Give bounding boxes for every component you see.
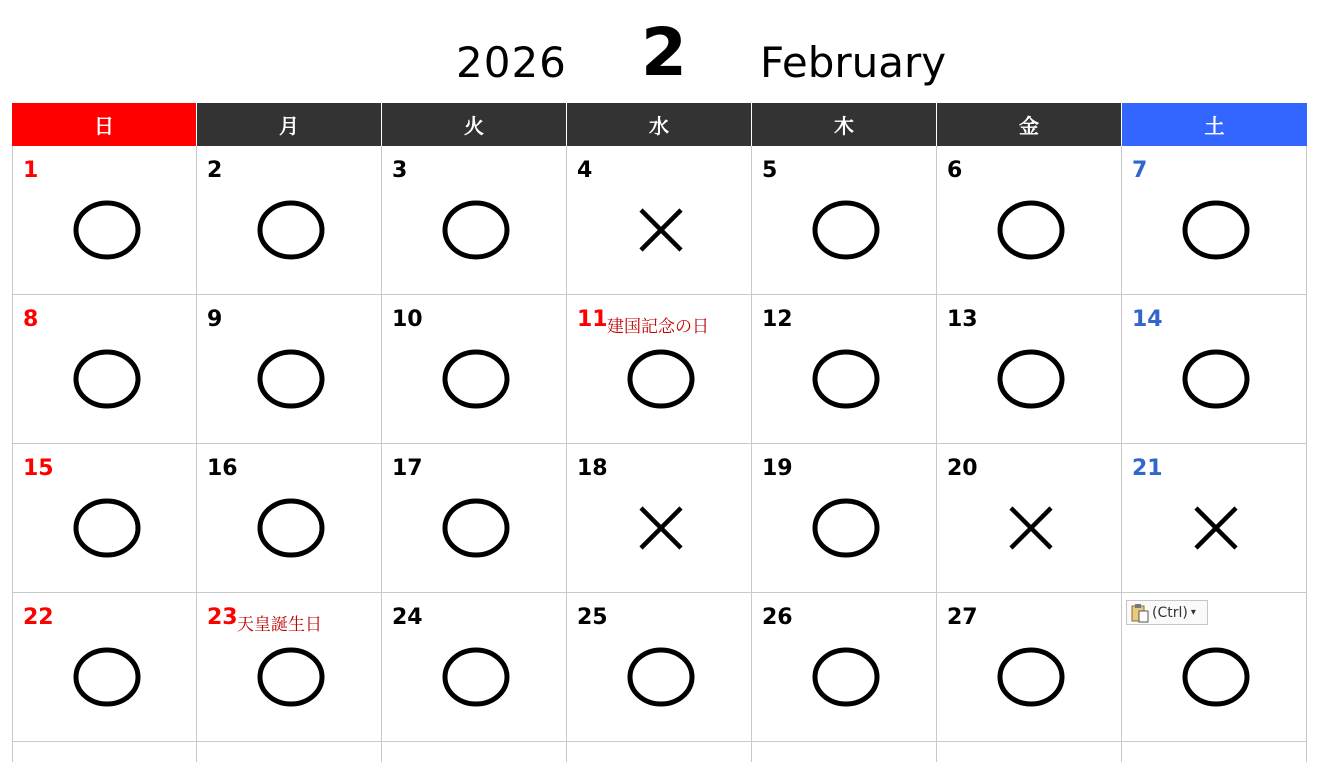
day-number: 17: [392, 456, 423, 481]
day-cell[interactable]: [382, 593, 567, 742]
day-number: 26: [762, 605, 793, 630]
day-number: 12: [762, 307, 793, 332]
paste-options-button[interactable]: [1126, 600, 1208, 625]
cross-mark-icon: [996, 495, 1066, 561]
day-number: 9: [207, 307, 223, 332]
week-row: [12, 593, 1308, 742]
clipboard-icon: [1129, 603, 1151, 623]
day-number: 11: [577, 307, 608, 332]
partial-cell[interactable]: [12, 742, 197, 762]
weekday-header[interactable]: 木: [752, 103, 937, 146]
day-cell[interactable]: [1122, 295, 1307, 444]
circle-mark-icon: [256, 197, 326, 263]
week-rows: [12, 146, 1308, 742]
circle-mark-icon: [441, 346, 511, 412]
cross-mark-icon: [1181, 495, 1251, 561]
circle-mark-icon: [256, 346, 326, 412]
day-cell[interactable]: [1122, 593, 1307, 742]
day-number: 20: [947, 456, 978, 481]
day-cell[interactable]: [567, 146, 752, 295]
circle-mark-icon: [811, 197, 881, 263]
year-label: 2026: [456, 38, 567, 87]
partial-cell[interactable]: [937, 742, 1122, 762]
day-number: 15: [23, 456, 54, 481]
day-cell[interactable]: [567, 444, 752, 593]
day-cell[interactable]: [752, 295, 937, 444]
day-number: 18: [577, 456, 608, 481]
day-number: 8: [23, 307, 39, 332]
day-cell[interactable]: [197, 146, 382, 295]
day-number: 4: [577, 158, 593, 183]
day-cell[interactable]: [12, 295, 197, 444]
weekday-header[interactable]: 土: [1122, 103, 1307, 146]
weekday-header[interactable]: 日: [12, 103, 197, 146]
calendar-title: [0, 0, 1317, 103]
circle-mark-icon: [996, 197, 1066, 263]
cross-mark-icon: [626, 495, 696, 561]
day-cell[interactable]: [752, 146, 937, 295]
circle-mark-icon: [256, 495, 326, 561]
partial-cell[interactable]: [752, 742, 937, 762]
circle-mark-icon: [626, 346, 696, 412]
day-number: 14: [1132, 307, 1163, 332]
day-cell[interactable]: [1122, 146, 1307, 295]
day-number: 7: [1132, 158, 1148, 183]
weekday-header[interactable]: 金: [937, 103, 1122, 146]
day-cell[interactable]: [197, 295, 382, 444]
holiday-label: 天皇誕生日: [237, 615, 322, 635]
calendar-grid: [12, 103, 1308, 763]
day-cell[interactable]: [12, 593, 197, 742]
circle-mark-icon: [811, 644, 881, 710]
circle-mark-icon: [626, 644, 696, 710]
day-cell[interactable]: [937, 295, 1122, 444]
day-number: 21: [1132, 456, 1163, 481]
weekday-header-row: [12, 103, 1308, 146]
circle-mark-icon: [441, 495, 511, 561]
day-cell[interactable]: [197, 444, 382, 593]
day-number: 22: [23, 605, 54, 630]
partial-cell[interactable]: [1122, 742, 1307, 762]
day-number: 5: [762, 158, 778, 183]
day-number: 10: [392, 307, 423, 332]
day-cell[interactable]: [937, 593, 1122, 742]
day-number: 25: [577, 605, 608, 630]
week-row: [12, 444, 1308, 593]
week-row: [12, 295, 1308, 444]
circle-mark-icon: [72, 197, 142, 263]
partial-cell[interactable]: [567, 742, 752, 762]
day-cell[interactable]: [937, 146, 1122, 295]
weekday-header[interactable]: 月: [197, 103, 382, 146]
day-cell[interactable]: [382, 295, 567, 444]
day-cell[interactable]: [12, 444, 197, 593]
partial-cell[interactable]: [382, 742, 567, 762]
day-cell[interactable]: [1122, 444, 1307, 593]
day-number: 2: [207, 158, 223, 183]
day-cell[interactable]: [382, 146, 567, 295]
day-cell[interactable]: [197, 593, 382, 742]
day-number: 6: [947, 158, 963, 183]
day-number: 23: [207, 605, 238, 630]
day-number: 19: [762, 456, 793, 481]
circle-mark-icon: [811, 495, 881, 561]
day-number: 27: [947, 605, 978, 630]
partial-cell[interactable]: [197, 742, 382, 762]
day-number: 16: [207, 456, 238, 481]
circle-mark-icon: [72, 346, 142, 412]
circle-mark-icon: [1181, 197, 1251, 263]
weekday-header[interactable]: 水: [567, 103, 752, 146]
next-week-partial-row: [12, 742, 1308, 762]
day-cell[interactable]: [567, 295, 752, 444]
day-cell[interactable]: [752, 593, 937, 742]
circle-mark-icon: [72, 644, 142, 710]
dropdown-arrow-icon[interactable]: ▾: [1190, 607, 1196, 618]
day-number: 3: [392, 158, 408, 183]
circle-mark-icon: [1181, 644, 1251, 710]
day-number: 1: [23, 158, 39, 183]
circle-mark-icon: [1181, 346, 1251, 412]
day-cell[interactable]: [12, 146, 197, 295]
circle-mark-icon: [996, 346, 1066, 412]
month-number: 2: [641, 14, 687, 91]
day-cell[interactable]: [567, 593, 752, 742]
holiday-label: 建国記念の日: [607, 317, 709, 337]
week-row: [12, 146, 1308, 295]
paste-options-label: (Ctrl): [1152, 604, 1188, 621]
day-number: 24: [392, 605, 423, 630]
day-cell[interactable]: [752, 444, 937, 593]
day-cell[interactable]: [937, 444, 1122, 593]
circle-mark-icon: [811, 346, 881, 412]
weekday-header[interactable]: 火: [382, 103, 567, 146]
day-cell[interactable]: [382, 444, 567, 593]
cross-mark-icon: [626, 197, 696, 263]
day-number: 13: [947, 307, 978, 332]
circle-mark-icon: [72, 495, 142, 561]
circle-mark-icon: [256, 644, 326, 710]
circle-mark-icon: [441, 197, 511, 263]
circle-mark-icon: [441, 644, 511, 710]
circle-mark-icon: [996, 644, 1066, 710]
month-name-english: February: [760, 38, 947, 87]
